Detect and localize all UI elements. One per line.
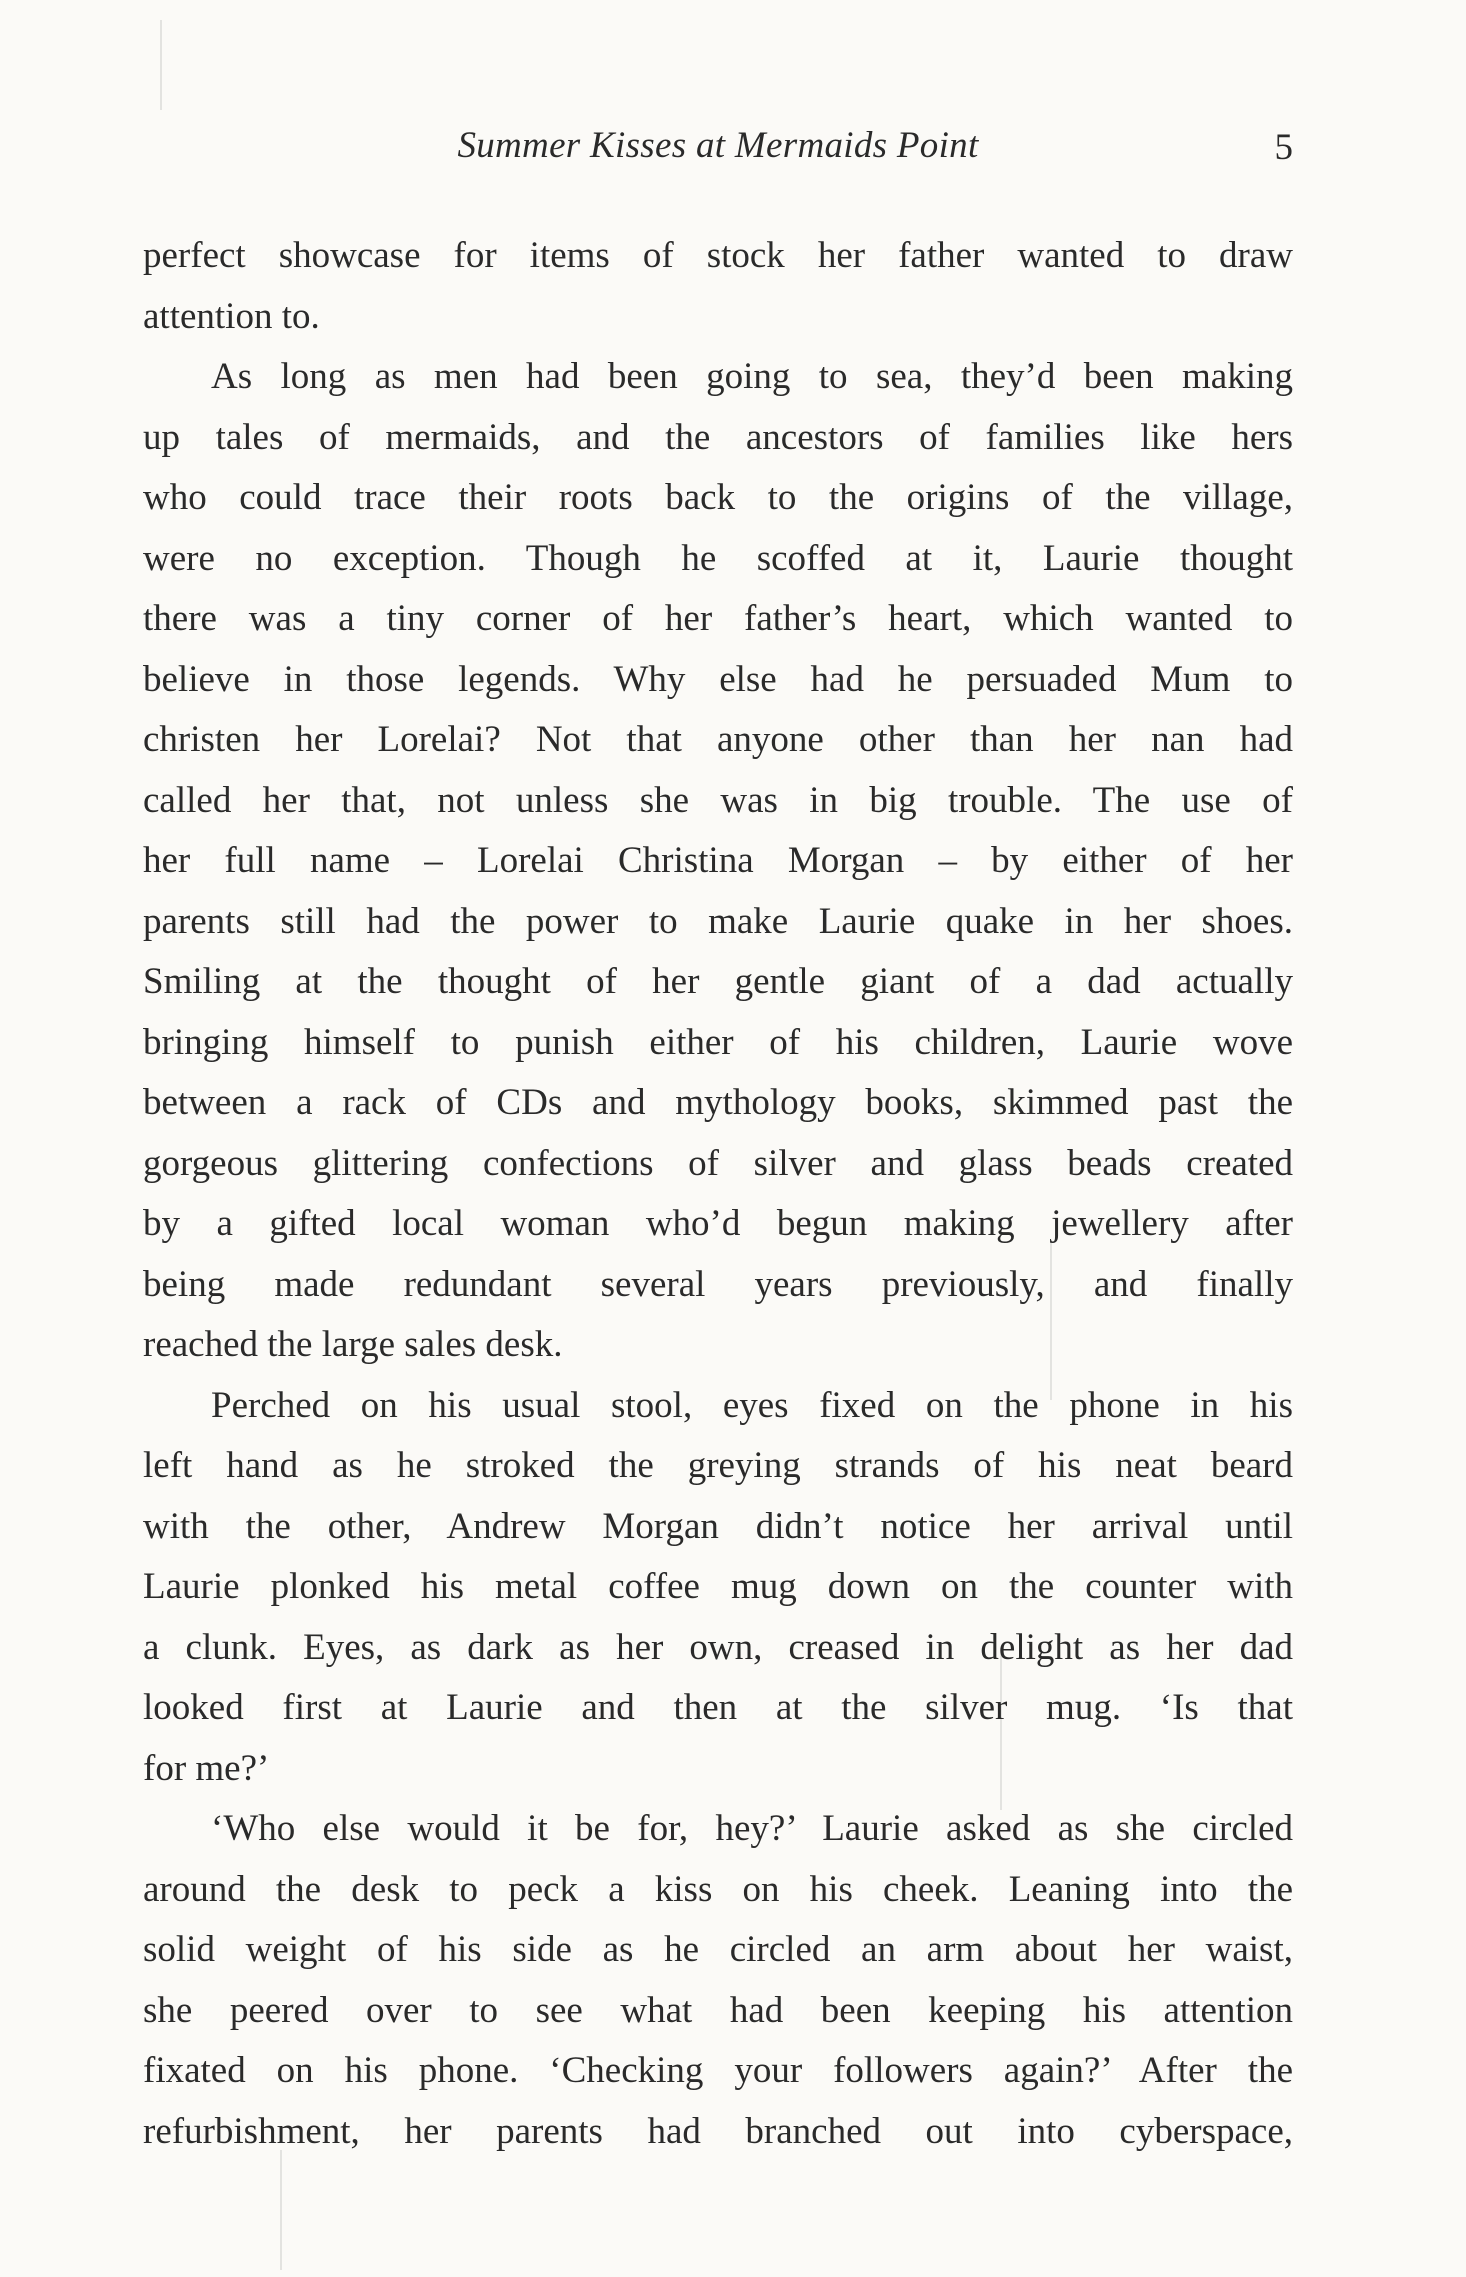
text-line: were no exception. Though he scoffed at it, Laurie thought: [143, 537, 1293, 579]
text-line: refurbishment, her parents had branched out into cyberspace,: [143, 2110, 1293, 2152]
text-line: her full name – Lorelai Christina Morgan – by either of her: [143, 840, 1293, 881]
text-line: reached the large sales desk.: [143, 1324, 563, 1365]
text-line: with the other, Andrew Morgan didn’t notice her arrival until: [143, 1505, 1293, 1547]
scan-artifact-line: [280, 2150, 282, 2270]
text-line: up tales of mermaids, and the ancestors of families like hers: [143, 416, 1293, 458]
text-line: attention to.: [143, 295, 320, 337]
text-line: Laurie plonked his metal coffee mug down on the counter with: [143, 1566, 1293, 1607]
text-line: Perched on his usual stool, eyes fixed on the phone in his: [211, 1384, 1293, 1426]
text-line: who could trace their roots back to the origins of the village,: [143, 477, 1293, 518]
body-text: [143, 226, 1293, 2162]
text-line: there was a tiny corner of her father’s heart, which wanted to: [143, 598, 1293, 639]
text-line: ‘Who else would it be for, hey?’ Laurie asked as she circled: [211, 1808, 1293, 1849]
text-line: Smiling at the thought of her gentle giant of a dad actually: [143, 961, 1293, 1002]
text-line: called her that, not unless she was in big trouble. The use of: [143, 779, 1293, 821]
running-header: [143, 118, 1293, 178]
text-line: fixated on his phone. ‘Checking your followers again?’ After the: [143, 2050, 1293, 2091]
text-line: between a rack of CDs and mythology books, skimmed past the: [143, 1082, 1293, 1123]
text-line: perfect showcase for items of stock her father wanted to draw: [143, 235, 1293, 276]
text-line: around the desk to peck a kiss on his cheek. Leaning into the: [143, 1868, 1293, 1910]
text-line: gorgeous glittering confections of silver and glass beads created: [143, 1142, 1293, 1184]
text-line: for me?’: [143, 1747, 270, 1789]
text-line: by a gifted local woman who’d begun making jewellery after: [143, 1203, 1293, 1244]
text-line: left hand as he stroked the greying strands of his neat beard: [143, 1445, 1293, 1486]
text-line: christen her Lorelai? Not that anyone other than her nan had: [143, 719, 1293, 760]
text-line: she peered over to see what had been keeping his attention: [143, 1989, 1293, 2031]
text-line: As long as men had been going to sea, they’d been making: [211, 356, 1293, 397]
page-number: 5: [1274, 127, 1293, 168]
text-line: believe in those legends. Why else had he persuaded Mum to: [143, 658, 1293, 700]
running-title: Summer Kisses at Mermaids Point: [457, 125, 979, 166]
text-line: looked first at Laurie and then at the silver mug. ‘Is that: [143, 1687, 1293, 1728]
text-line: bringing himself to punish either of his children, Laurie wove: [143, 1021, 1293, 1063]
text-line: being made redundant several years previously, and finally: [143, 1263, 1293, 1305]
scan-artifact-line: [160, 20, 162, 110]
text-line: a clunk. Eyes, as dark as her own, creased in delight as her dad: [143, 1626, 1293, 1668]
text-line: parents still had the power to make Laurie quake in her shoes.: [143, 900, 1293, 942]
text-line: solid weight of his side as he circled an arm about her waist,: [143, 1929, 1293, 1970]
